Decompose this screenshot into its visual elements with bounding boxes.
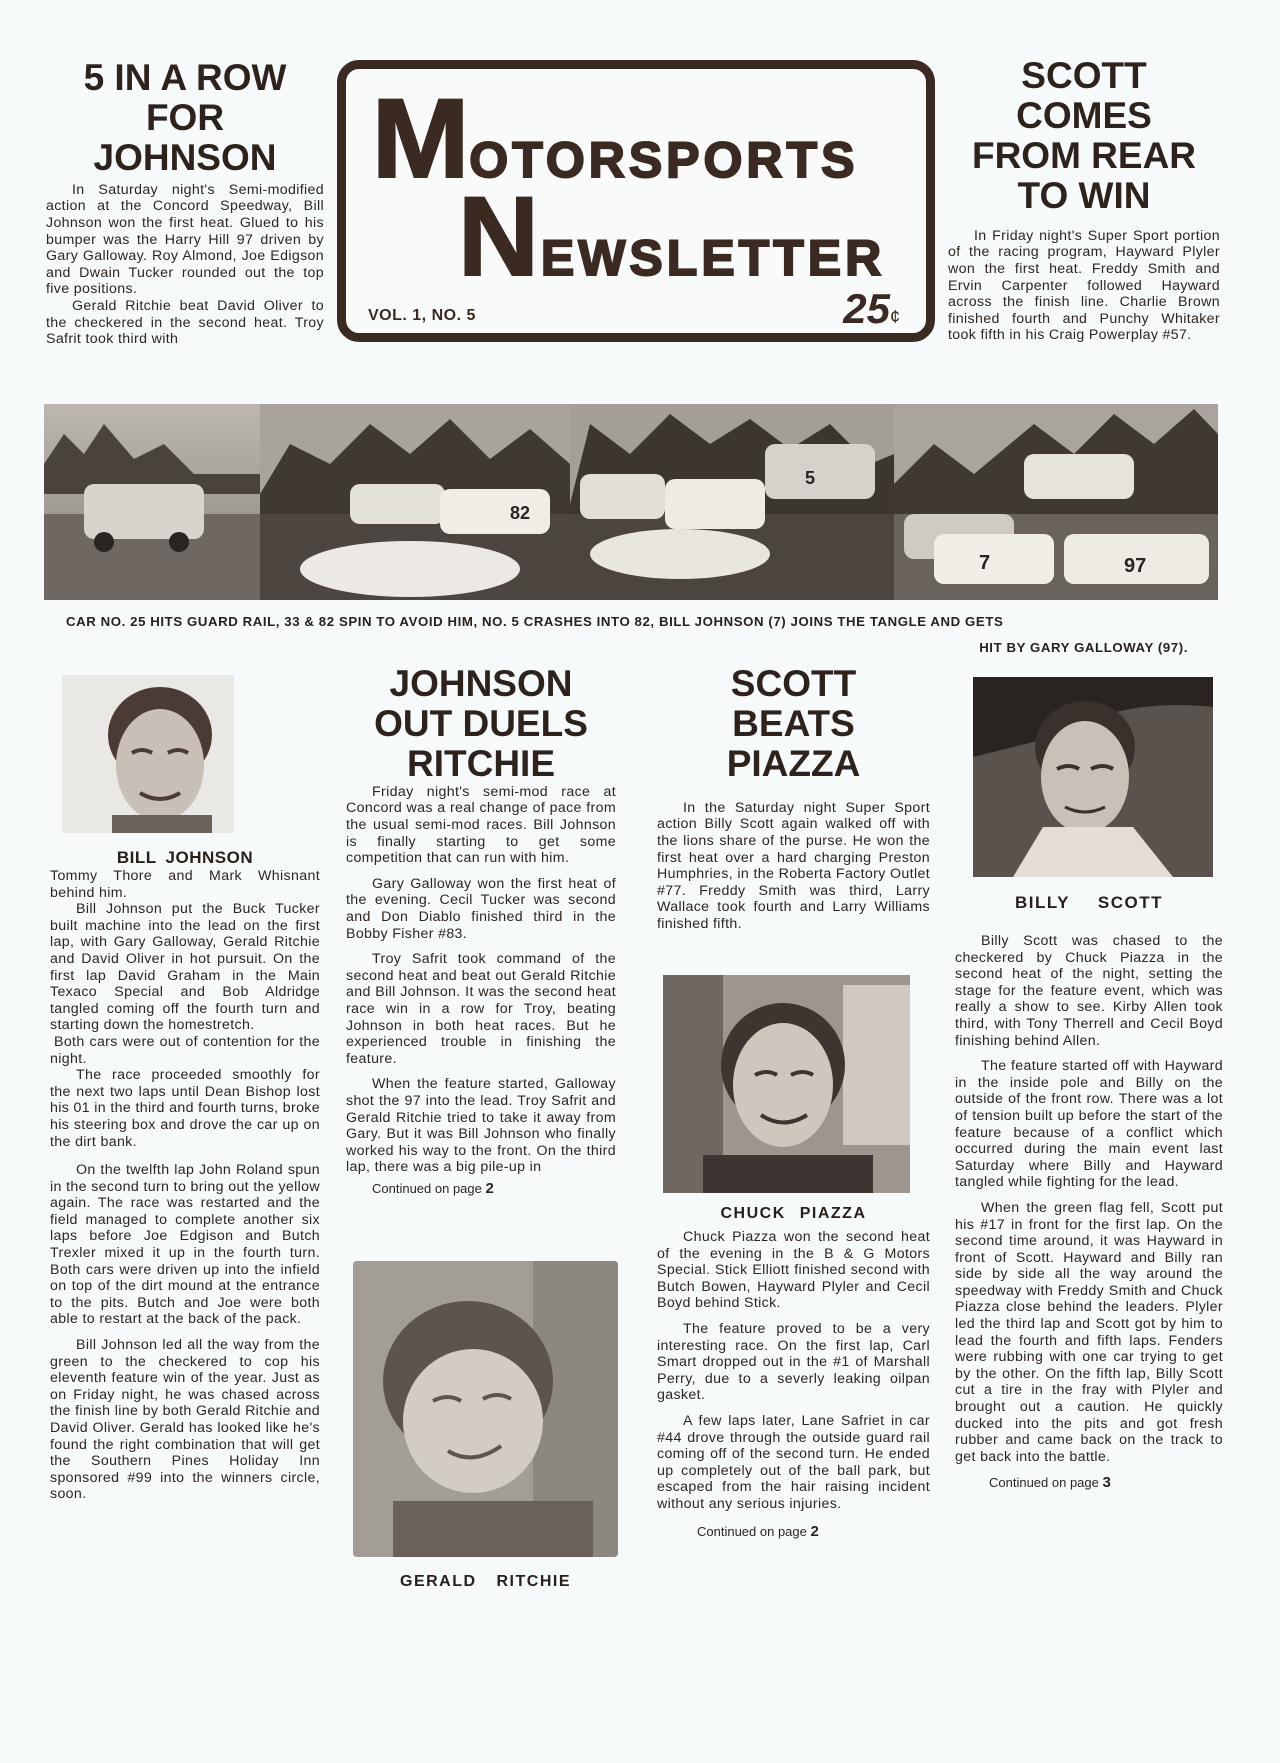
photo-gerald-ritchie (353, 1261, 618, 1557)
continued-page-number: 2 (810, 1522, 819, 1540)
car-number-82: 82 (510, 503, 531, 523)
headline-line: BEATS (732, 702, 855, 744)
headline-5-in-a-row (46, 58, 324, 178)
masthead-title-line2 (458, 174, 886, 299)
paragraph: In Friday night's Super Sport portion of the racing program, Hayward Plyler won the first heat. Freddy Smith and Ervin Carpenter followed Hayward across the finish line. Charlie Brown finished fourth and Punchy Whitaker took fifth in his Craig Powerplay #57. (948, 227, 1220, 344)
continued-text: Continued on page (372, 1180, 482, 1196)
continued-text: Continued on page (989, 1475, 1099, 1491)
story-scott-comes-from-rear (948, 56, 1220, 344)
column-3-top (657, 664, 930, 933)
title-word-motorsports: OTORSPORTS (469, 132, 859, 188)
portrait-bill-johnson (62, 675, 234, 833)
continued-on-page-2[interactable] (346, 1180, 616, 1197)
paragraph: In the Saturday night Super Sport action Billy Scott again walked off with the lions share of the purse. He won the first heat over a hard charging Preston Humphries, in the Roberta Factory Outlet #77. Freddy Smith was third, Larry Wallace took fourth and Larry Williams finished fifth. (657, 799, 930, 933)
photo-strip-caption-line1: CAR NO. 25 HITS GUARD RAIL, 33 & 82 SPIN TO AVOID HIM, NO. 5 CRASHES INTO 82, BILL JOHNSON (7) JOINS THE TANGLE AND GETS (66, 614, 1004, 629)
paragraph: Chuck Piazza won the second heat of the evening in the B & G Motors Special. Stick Elliott finished second with Butch Bowen, Hayward Plyler and Cecil Boyd behind Stick. (657, 1229, 930, 1312)
column-3-bottom (657, 1205, 930, 1540)
crash-photo-4 (894, 404, 1218, 600)
portrait-gerald-ritchie (353, 1261, 618, 1557)
headline-line: 5 IN A ROW (83, 57, 287, 98)
headline-johnson-out-duels-ritchie (346, 664, 616, 784)
column-2-body (346, 784, 616, 1176)
masthead (337, 60, 935, 342)
paragraph: Gary Galloway won the first heat of the evening. Cecil Tucker was second and Don Diablo finished third in the Bobby Fisher #83. (346, 875, 616, 942)
photo-label-bill-johnson: BILL JOHNSON (116, 848, 254, 867)
paragraph: Tommy Thore and Mark Whisnant behind him. (50, 868, 320, 901)
car-number-97: 97 (1124, 555, 1147, 577)
volume-issue: VOL. 1, NO. 5 (368, 307, 476, 324)
paragraph: Bill Johnson led all the way from the green to the checkered to cop his eleventh feature win of the year. Just as on Friday night, he was chased across the finish line by both Gerald Ritchie and David Oliver. Gerald has looked like he's found the right combination that will get the Southern Pines Holiday Inn sponsored #99 into the winners circle, soon. (50, 1337, 320, 1503)
story-body (948, 228, 1220, 344)
continued-text: Continued on page (697, 1523, 807, 1539)
photo-label-gerald-ritchie: GERALD RITCHIE (400, 1573, 571, 1590)
title-word-newsletter: EWSLETTER (540, 230, 886, 286)
paragraph: Bill Johnson put the Buck Tucker built machine into the lead on the first lap, with Gary Galloway, Gerald Ritchie and David Oliver in hot pursuit. On the first lap David Graham in the Main Texaco Special and Bob Aldridge tangled coming off the fourth turn and starting down the homestretch. (50, 901, 320, 1034)
paragraph: The feature proved to be a very interesting race. On the first lap, Carl Smart dropped out in the #1 of Marshall Perry, due to a severly leaking oilpan gasket. (657, 1320, 930, 1404)
portrait-billy-scott (973, 677, 1213, 877)
headline-line: RITCHIE (407, 742, 555, 784)
headline-line: FROM REAR (971, 134, 1197, 176)
paragraph: When the feature started, Galloway shot the 97 into the lead. Troy Safrit and Gerald Ritchie tried to take it away from Gary. But it was Bill Johnson who finally worked his way to the front. On the third lap, there was a big pile-up in (346, 1076, 616, 1176)
continued-page-number: 2 (485, 1179, 494, 1197)
column-1 (50, 848, 320, 1512)
headline-scott-comes-from-rear (948, 56, 1220, 216)
portrait-chuck-piazza (663, 975, 910, 1193)
logo-letter-n: N (458, 174, 541, 299)
continued-page-number: 3 (1102, 1474, 1111, 1492)
cent-icon: ¢ (889, 307, 900, 327)
paragraph: Troy Safrit took command of the second heat and beat out Gerald Ritchie and Bill Johnson. It was the second heat race win in a row for Troy, beating Johnson in both heat races. But he experienced trouble in finishing the feature. (346, 951, 616, 1067)
headline-line: SCOTT (1021, 55, 1147, 96)
column-1-body (50, 868, 320, 1503)
paragraph: The race proceeded smoothly for the next two laps until Dean Bishop lost his 01 in the third and fourth turns, broke his steering box and drove the car up on the dirt bank. (50, 1067, 320, 1150)
paragraph: Friday night's semi-mod race at Concord was a real change of pace from the usual semi-mod races. Bill Johnson is finally starting to get some competition that can run with him. (346, 783, 616, 867)
car-number-5: 5 (805, 468, 816, 488)
story-body (46, 182, 324, 348)
paragraph: Both cars were out of contention for the night. (50, 1033, 320, 1067)
headline-line: OUT DUELS (374, 702, 588, 744)
headline-line: TO WIN (1017, 174, 1151, 216)
headline-line: JOHNSON (389, 663, 573, 704)
photo-strip-caption-line2: HIT BY GARY GALLOWAY (97). (979, 640, 1188, 655)
car-number-7: 7 (979, 552, 991, 574)
price-amount: 25 (843, 285, 890, 332)
crash-photo-2 (260, 404, 570, 600)
price (843, 285, 900, 333)
paragraph: Billy Scott was chased to the checkered by Chuck Piazza in the second heat of the night, setting the stage for the feature event, which was really a show to see. Kirby Allen took third, with Tony Therrell and Cecil Boyd finishing behind Allen. (955, 933, 1223, 1049)
photo-bill-johnson (62, 675, 234, 833)
paragraph: Gerald Ritchie beat David Oliver to the checkered in the second heat. Troy Safrit took third with (46, 298, 324, 348)
photo-chuck-piazza (663, 975, 910, 1193)
continued-on-page-2[interactable] (657, 1523, 930, 1540)
continued-on-page-3[interactable] (955, 1474, 1223, 1491)
paragraph: When the green flag fell, Scott put his #17 in front for the first lap. On the second time around, it was Hayward in front of Scott. Hayward and Billy ran side by side all the way around the speedway with Freddy Smith and Chuck Piazza close behind the leaders. Plyler led the third lap and Scott got by him to lead the fourth and fifth laps. Fenders were rubbing with one car trying to get by the other. On the fifth lap, Billy Scott cut a tire in the fray with Plyler and brought out a caution. He quickly ducked into the pits and got fresh rubber and came back on the track to get back into the battle. (955, 1199, 1223, 1465)
photo-billy-scott (973, 677, 1213, 877)
story-5-in-a-row (46, 58, 324, 348)
headline-scott-beats-piazza (657, 664, 930, 784)
column-3-body-top (657, 800, 930, 933)
photo-label-billy-scott: BILLY SCOTT (1014, 893, 1164, 912)
paragraph: In Saturday night's Semi-modified action at the Concord Speedway, Bill Johnson won the first heat. Glued to his bumper was the Harry Hill 97 driven by Gary Galloway. Roy Almond, Joe Edigson and Dwain Tucker rounded out the top five positions. (46, 181, 324, 298)
headline-line: PIAZZA (726, 742, 861, 784)
paragraph: A few laps later, Lane Safriet in car #44 drove through the outside guard rail coming off of the second turn. He ended up completely out of the ball park, but escaped from the hair raising incident without any serious injuries. (657, 1412, 930, 1512)
headline-line: JOHNSON (93, 136, 277, 178)
headline-line: FOR (145, 96, 225, 138)
column-4 (955, 893, 1223, 1491)
column-2 (346, 664, 616, 1197)
column-4-body (955, 933, 1223, 1465)
column-3-body-bottom (657, 1229, 930, 1513)
crash-photo-3 (570, 404, 894, 600)
masthead-title-line1 (371, 76, 859, 201)
headline-line: SCOTT (730, 663, 857, 704)
paragraph: On the twelfth lap John Roland spun in the second turn to bring out the yellow again. The race was restarted and the field managed to complete another six laps before Joe Edgison and Butch Trexler mixed it up in the fourth turn. Both cars were driven up into the infield on top of the dirt mound at the entrance to the pits. Butch and Joe were both able to restart at the back of the pack. (50, 1162, 320, 1328)
headline-line: COMES (1016, 94, 1152, 136)
crash-photo-1 (44, 404, 260, 600)
paragraph: The feature started off with Hayward in the inside pole and Billy on the outside of the front row. There was a lot of tension built up before the start of the feature because of a conflict which occurred during the main event last Saturday where Billy and Hayward tangled while fighting for the lead. (955, 1058, 1223, 1191)
logo-letter-m: M (371, 76, 472, 201)
crash-photo-strip (44, 404, 1218, 600)
photo-label-chuck-piazza: CHUCK PIAZZA (720, 1205, 867, 1222)
